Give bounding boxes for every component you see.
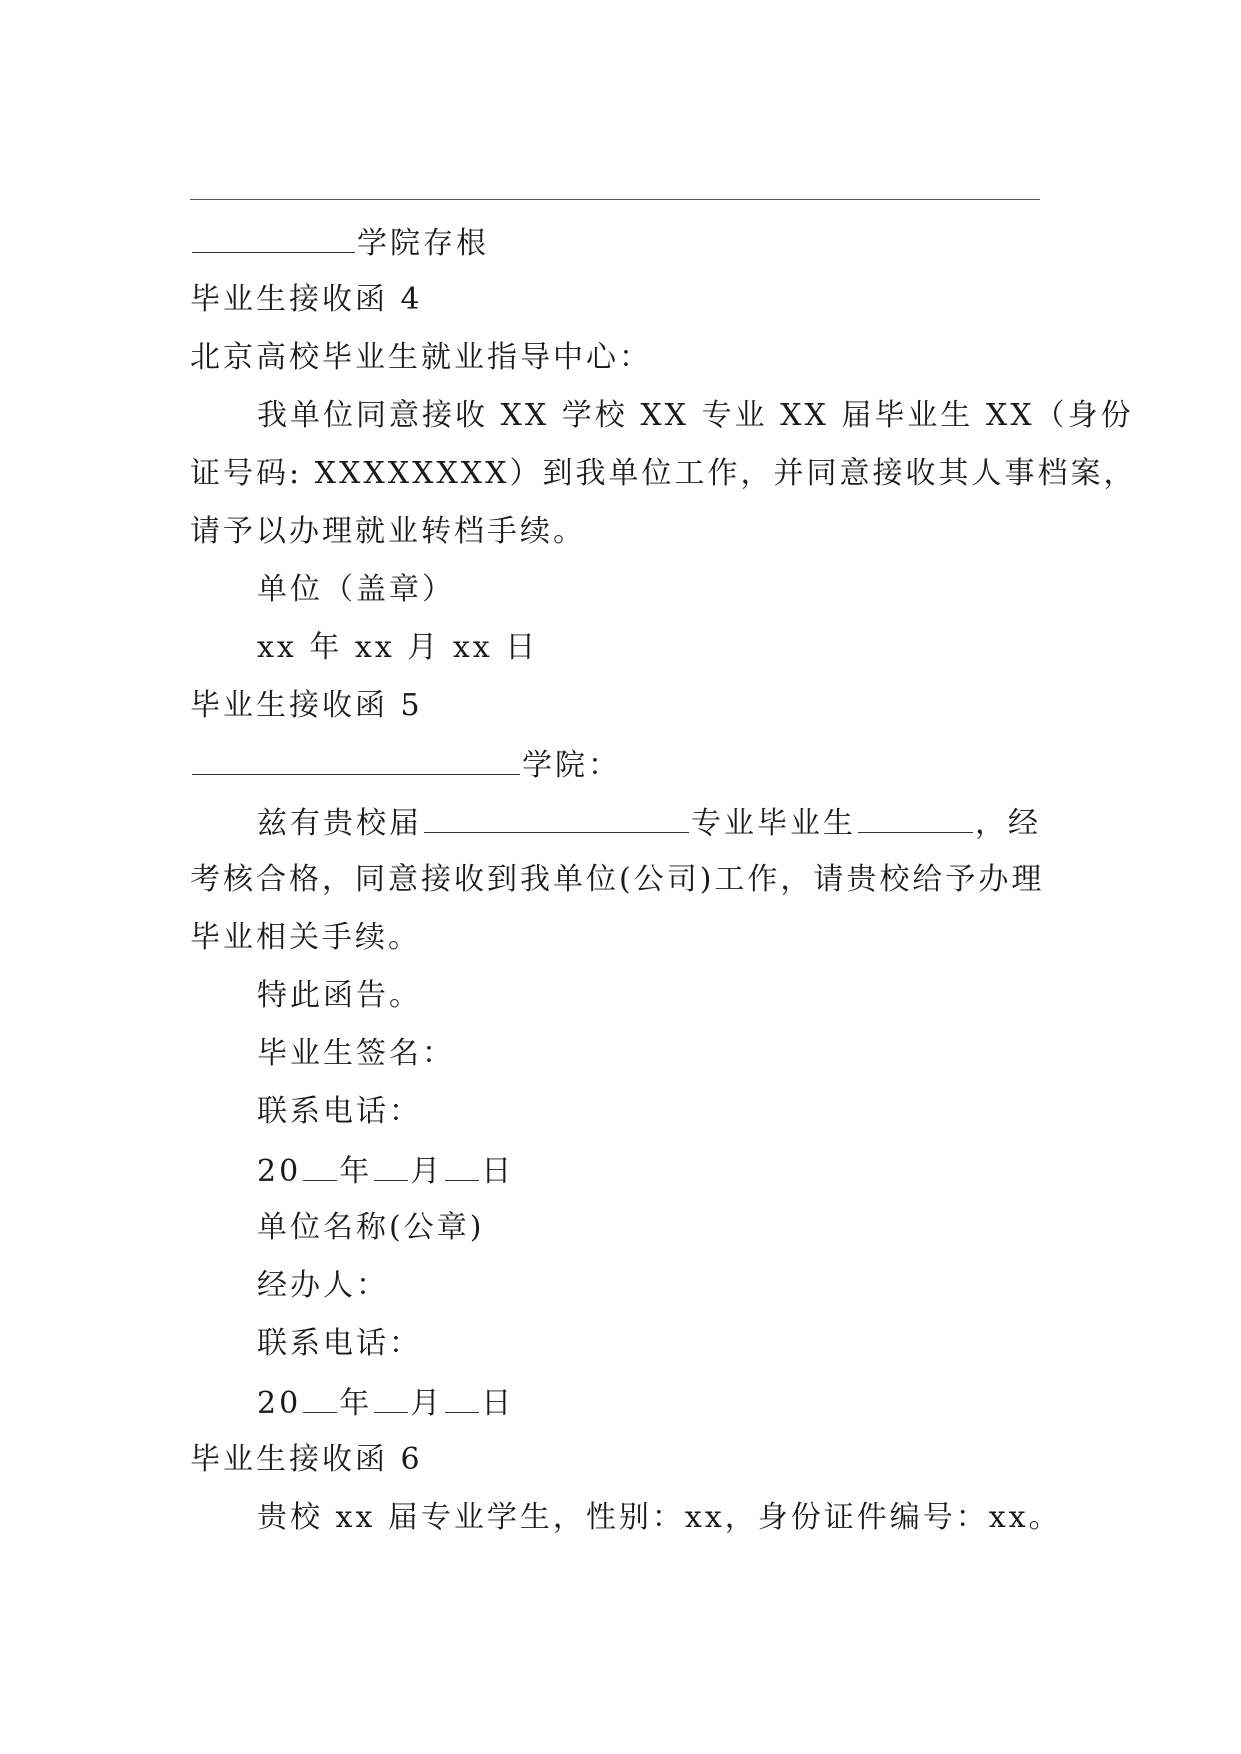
year-label: 年 (339, 1154, 373, 1189)
letter5-notice: 特此函告。 (257, 978, 422, 1013)
stub-label: 学院存根 (357, 226, 489, 261)
date-line-1 (257, 1150, 514, 1192)
letter5-body-line3: 毕业相关手续。 (190, 920, 421, 955)
letter4-body-line3: 请予以办理就业转档手续。 (190, 514, 586, 549)
month-label: 月 (410, 1154, 444, 1189)
stub-line (190, 222, 489, 264)
letter4-body-line1: 我单位同意接收 XX 学校 XX 专业 XX 届毕业生 XX（身份 (257, 398, 1134, 433)
year-label: 年 (339, 1386, 373, 1421)
unit-name-label: 单位名称(公章) (257, 1210, 485, 1245)
contact-phone-label-2: 联系电话： (257, 1326, 422, 1361)
contact-phone-label-1: 联系电话： (257, 1094, 422, 1129)
top-divider (190, 199, 1040, 200)
day-label: 日 (481, 1386, 515, 1421)
month-blank (374, 1150, 408, 1181)
letter4-body-line2: 证号码: XXXXXXXX）到我单位工作，并同意接收其人事档案， (190, 456, 1137, 491)
college-blank (192, 222, 355, 253)
letter4-addressee: 北京高校毕业生就业指导中心： (190, 340, 652, 375)
class-blank (424, 802, 689, 833)
letter5-body-line2: 考核合格，同意接收到我单位(公司)工作，请贵校给予办理 (190, 862, 1045, 897)
letter6-body-line1: 贵校 xx 届专业学生，性别：xx，身份证件编号：xx。 (257, 1500, 1062, 1535)
year-blank (303, 1150, 337, 1181)
day-label: 日 (481, 1154, 515, 1189)
student-name-blank (858, 802, 973, 833)
body-text-c: ，经 (975, 806, 1041, 841)
body-text-a: 兹有贵校届 (257, 806, 422, 841)
letter4-date: xx 年 xx 月 xx 日 (257, 630, 539, 665)
letter5-body-line1 (257, 802, 1041, 844)
body-text-b: 专业毕业生 (691, 806, 856, 841)
college-name-blank (192, 744, 520, 775)
student-signature-label: 毕业生签名： (257, 1036, 455, 1071)
letter5-addressee (190, 744, 621, 786)
handler-label: 经办人： (257, 1268, 389, 1303)
month-label: 月 (410, 1386, 444, 1421)
letter6-heading: 毕业生接收函 6 (190, 1442, 423, 1477)
year-blank (303, 1382, 337, 1413)
day-blank (445, 1382, 479, 1413)
letter4-heading: 毕业生接收函 4 (190, 282, 423, 317)
letter5-heading: 毕业生接收函 5 (190, 688, 423, 723)
date-line-2 (257, 1382, 514, 1424)
date-prefix: 20 (257, 1154, 302, 1189)
day-blank (445, 1150, 479, 1181)
letter4-seal: 单位（盖章） (257, 572, 455, 607)
month-blank (374, 1382, 408, 1413)
date-prefix: 20 (257, 1386, 302, 1421)
letter5-addressee-suffix: 学院： (522, 748, 621, 783)
